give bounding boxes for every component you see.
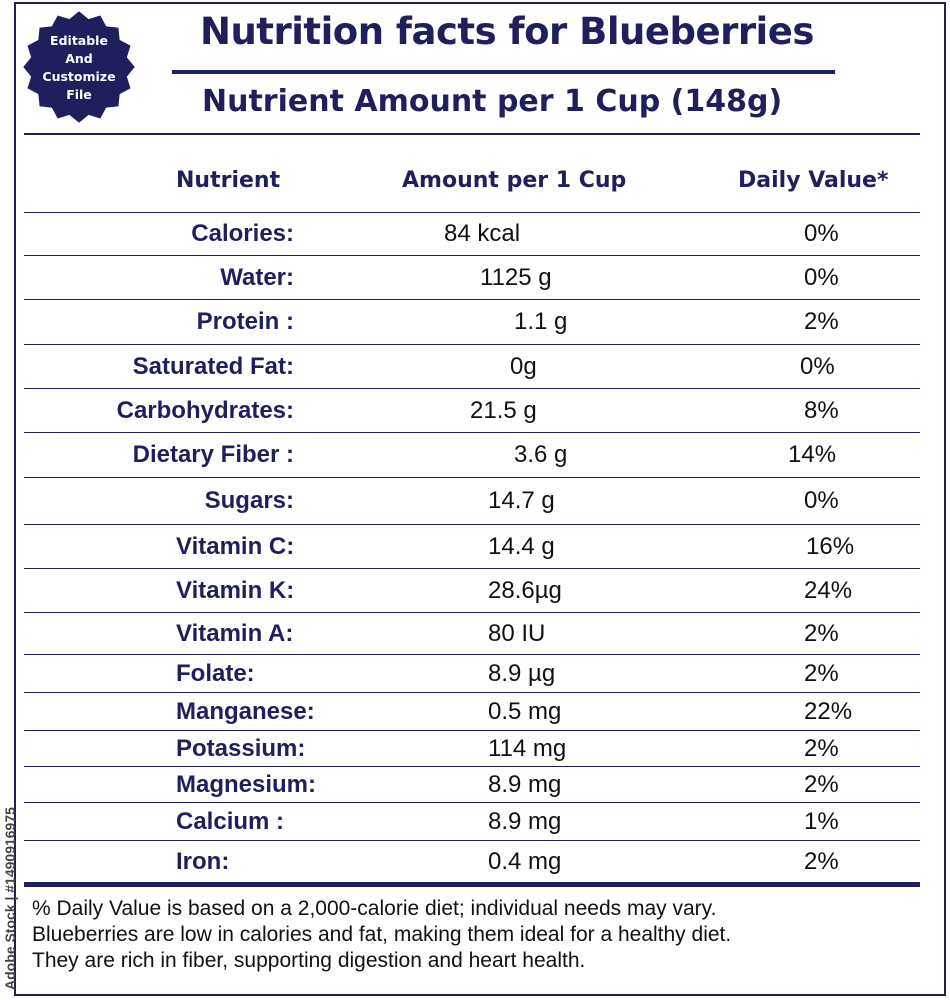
badge-line: And	[65, 51, 93, 66]
table-row	[24, 525, 920, 569]
table-row	[24, 433, 920, 478]
nutrient-daily-value: 24%	[804, 576, 853, 604]
column-header-nutrient: Nutrient	[176, 168, 281, 193]
page-title: Nutrition facts for Blueberries	[200, 10, 814, 53]
nutrient-daily-value: 2%	[804, 847, 839, 875]
table-row	[24, 731, 920, 767]
nutrient-amount: 14.7 g	[488, 487, 555, 514]
nutrient-amount: 0.4 mg	[488, 847, 562, 875]
table-row	[24, 345, 920, 389]
nutrient-daily-value: 2%	[804, 734, 839, 762]
subtitle-divider	[24, 133, 920, 135]
nutrient-name: Potassium:	[176, 734, 306, 762]
nutrient-name: Vitamin K:	[176, 576, 295, 604]
footnote-line: % Daily Value is based on a 2,000-calorie diet; individual needs may vary.	[32, 897, 717, 920]
badge-line: File	[66, 87, 92, 102]
nutrient-amount: 1.1 g	[514, 308, 568, 335]
title-divider	[172, 70, 835, 74]
table-row	[24, 841, 920, 883]
nutrient-daily-value: 2%	[804, 308, 839, 335]
nutrient-name: Water:	[220, 263, 294, 291]
nutrient-amount: 1125 g	[480, 263, 552, 291]
nutrient-amount: 21.5 g	[470, 396, 537, 424]
table-row	[24, 767, 920, 803]
footnote-line: They are rich in fiber, supporting digestion and heart health.	[32, 949, 586, 972]
table-row	[24, 300, 920, 345]
nutrient-amount: 80 IU	[488, 619, 546, 647]
nutrient-amount: 114 mg	[488, 734, 567, 762]
nutrient-daily-value: 16%	[806, 532, 855, 560]
nutrient-name: Iron:	[176, 847, 230, 875]
column-header-daily-value: Daily Value*	[738, 168, 889, 193]
table-row	[24, 803, 920, 841]
badge-line: Editable	[50, 33, 108, 48]
nutrient-daily-value: 2%	[804, 619, 839, 647]
nutrient-name: Carbohydrates:	[116, 396, 294, 424]
badge-line: Customize	[42, 69, 116, 84]
nutrient-amount: 0g	[510, 352, 537, 380]
nutrient-name: Magnesium:	[176, 770, 317, 798]
nutrient-daily-value: 2%	[804, 659, 839, 687]
stock-id-watermark: Adobe Stock | #1490916975	[2, 807, 18, 990]
table-row	[24, 478, 920, 525]
nutrient-name: Vitamin A:	[176, 619, 294, 647]
nutrient-name: Folate:	[176, 659, 255, 687]
table-row	[24, 693, 920, 731]
nutrient-daily-value: 0%	[804, 263, 839, 291]
nutrient-amount: 28.6µg	[488, 576, 562, 604]
nutrient-amount: 14.4 g	[488, 532, 555, 560]
table-row	[24, 655, 920, 693]
nutrient-daily-value: 0%	[800, 352, 835, 380]
nutrient-name: Protein :	[196, 308, 294, 335]
table-row	[24, 389, 920, 433]
nutrient-amount: 8.9 mg	[488, 807, 562, 835]
nutrient-name: Calories:	[191, 220, 294, 247]
nutrient-daily-value: 0%	[804, 487, 839, 514]
nutrient-daily-value: 14%	[788, 441, 837, 468]
footnote	[32, 896, 932, 974]
column-header-amount: Amount per 1 Cup	[402, 168, 627, 193]
nutrient-daily-value: 2%	[804, 770, 839, 798]
badge-text	[20, 32, 138, 104]
page-subtitle: Nutrient Amount per 1 Cup (148g)	[202, 84, 783, 119]
footnote-line: Blueberries are low in calories and fat, making them ideal for a healthy diet.	[32, 923, 732, 946]
nutrient-name: Saturated Fat:	[132, 352, 294, 380]
nutrient-amount: 0.5 mg	[488, 697, 562, 725]
nutrient-daily-value: 8%	[804, 396, 839, 424]
nutrient-daily-value: 1%	[804, 807, 839, 835]
nutrient-name: Sugars:	[204, 487, 294, 514]
nutrient-amount: 84 kcal	[444, 220, 521, 247]
nutrient-daily-value: 22%	[804, 697, 853, 725]
nutrient-name: Vitamin C:	[176, 532, 295, 560]
nutrient-name: Manganese:	[176, 697, 315, 725]
table-row	[24, 256, 920, 300]
table-row	[24, 569, 920, 613]
table-row	[24, 613, 920, 655]
nutrient-daily-value: 0%	[804, 220, 839, 247]
nutrient-name: Calcium :	[176, 807, 285, 835]
nutrient-amount: 8.9 µg	[488, 659, 556, 687]
table-bottom-divider	[24, 883, 920, 887]
nutrient-amount: 8.9 mg	[488, 770, 562, 798]
nutrient-name: Dietary Fiber :	[132, 441, 294, 468]
nutrient-amount: 3.6 g	[514, 441, 568, 468]
table-row	[24, 212, 920, 256]
